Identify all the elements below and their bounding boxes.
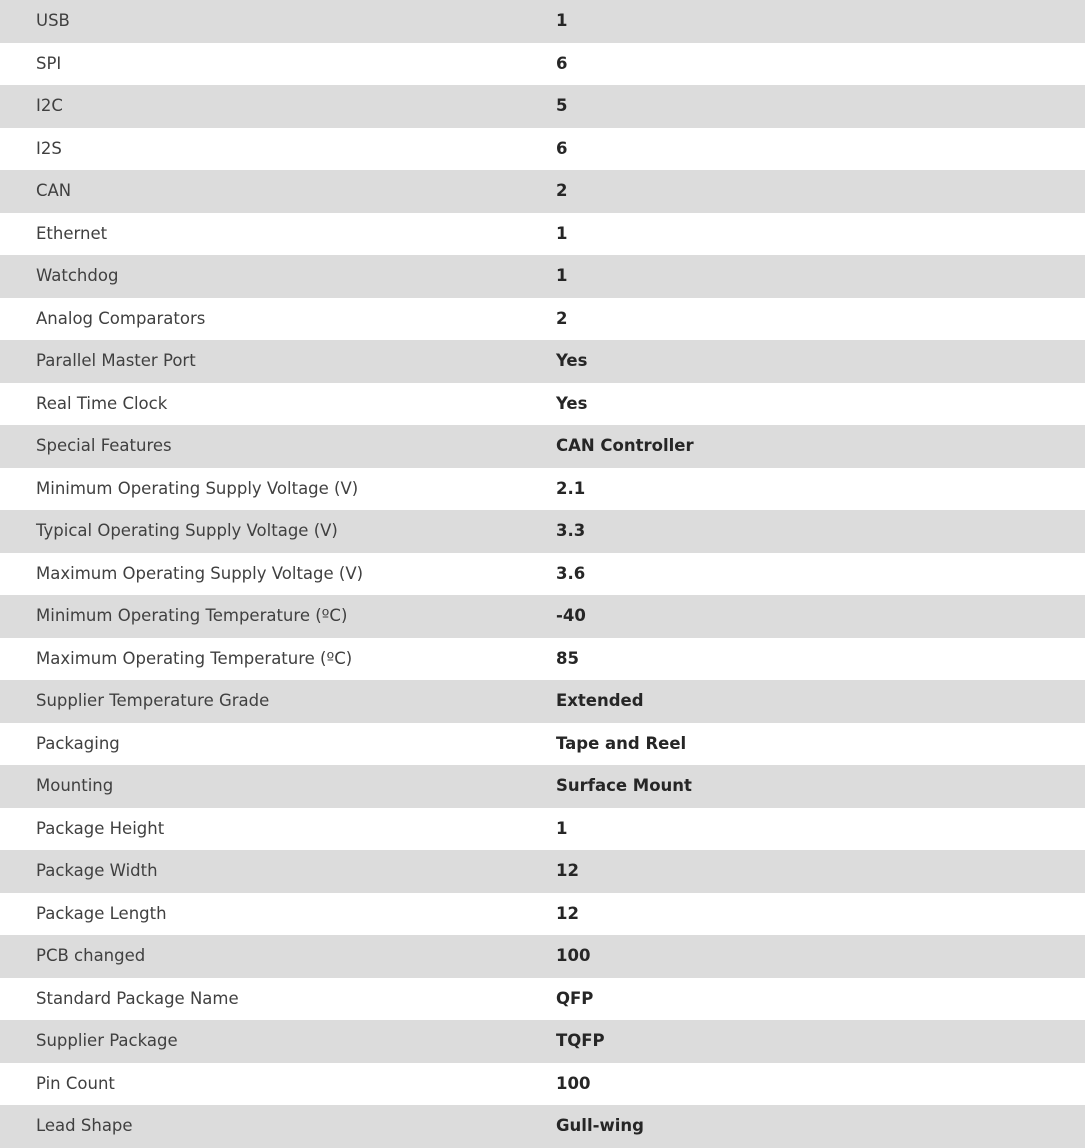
table-row xyxy=(0,510,1085,553)
table-cell-label: Packaging xyxy=(36,733,120,753)
table-cell-value: Gull-wing xyxy=(556,1116,644,1136)
table-cell-label: Watchdog xyxy=(36,266,119,286)
table-row xyxy=(0,850,1085,893)
table-cell-value: Extended xyxy=(556,691,644,711)
table-cell-value: Surface Mount xyxy=(556,776,692,796)
table-cell-value: 2 xyxy=(556,308,568,328)
table-cell-label: Maximum Operating Temperature (ºC) xyxy=(36,648,353,668)
table-cell-value: Yes xyxy=(556,393,588,413)
table-cell-label: Parallel Master Port xyxy=(36,351,196,371)
table-cell-label: Standard Package Name xyxy=(36,988,239,1008)
table-row xyxy=(0,893,1085,936)
table-cell-label: I2S xyxy=(36,138,62,158)
table-cell-label: Supplier Package xyxy=(36,1031,178,1051)
table-cell-label: Real Time Clock xyxy=(36,393,168,413)
table-cell-value: -40 xyxy=(556,606,586,626)
table-cell-label: Maximum Operating Supply Voltage (V) xyxy=(36,563,364,583)
table-cell-value: 5 xyxy=(556,96,568,116)
table-cell-label: Supplier Temperature Grade xyxy=(36,691,270,711)
table-row xyxy=(0,383,1085,426)
table-cell-value: 1 xyxy=(556,11,568,31)
table-cell-label: Typical Operating Supply Voltage (V) xyxy=(36,521,338,541)
table-row xyxy=(0,298,1085,341)
table-row xyxy=(0,1063,1085,1106)
table-cell-value: 1 xyxy=(556,266,568,286)
table-cell-label: CAN xyxy=(36,181,72,201)
table-cell-label: Special Features xyxy=(36,436,172,456)
table-row xyxy=(0,0,1085,43)
table-cell-value: 12 xyxy=(556,903,579,923)
table-row xyxy=(0,595,1085,638)
table-cell-label: Package Width xyxy=(36,861,158,881)
table-cell-value: TQFP xyxy=(556,1031,605,1051)
table-row xyxy=(0,43,1085,86)
table-row xyxy=(0,85,1085,128)
table-cell-label: Analog Comparators xyxy=(36,308,206,328)
table-cell-value: 2.1 xyxy=(556,478,586,498)
table-row xyxy=(0,765,1085,808)
table-row xyxy=(0,1105,1085,1148)
table-row xyxy=(0,935,1085,978)
table-row xyxy=(0,638,1085,681)
table-cell-value: 6 xyxy=(556,53,568,73)
table-cell-value: 6 xyxy=(556,138,568,158)
table-row xyxy=(0,213,1085,256)
table-cell-value: 100 xyxy=(556,946,591,966)
table-row xyxy=(0,723,1085,766)
table-row xyxy=(0,680,1085,723)
table-cell-label: Mounting xyxy=(36,776,114,796)
table-cell-value: 3.6 xyxy=(556,563,586,583)
table-row xyxy=(0,1020,1085,1063)
table-cell-label: SPI xyxy=(36,53,62,73)
table-cell-value: CAN Controller xyxy=(556,436,694,456)
table-cell-value: 1 xyxy=(556,223,568,243)
table-cell-label: Ethernet xyxy=(36,223,108,243)
table-cell-label: Minimum Operating Supply Voltage (V) xyxy=(36,478,359,498)
table-cell-value: QFP xyxy=(556,988,594,1008)
table-row xyxy=(0,468,1085,511)
table-cell-label: Minimum Operating Temperature (ºC) xyxy=(36,606,348,626)
table-cell-label: USB xyxy=(36,11,70,31)
table-cell-value: Yes xyxy=(556,351,588,371)
table-cell-label: Lead Shape xyxy=(36,1116,133,1136)
table-cell-label: Pin Count xyxy=(36,1073,115,1093)
table-cell-value: 3.3 xyxy=(556,521,586,541)
table-cell-label: I2C xyxy=(36,96,63,116)
table-row xyxy=(0,978,1085,1021)
table-cell-value: 100 xyxy=(556,1073,591,1093)
table-cell-value: 1 xyxy=(556,818,568,838)
table-row xyxy=(0,170,1085,213)
table-row xyxy=(0,255,1085,298)
table-cell-label: Package Length xyxy=(36,903,167,923)
table-row xyxy=(0,128,1085,171)
table-cell-value: 2 xyxy=(556,181,568,201)
table-cell-label: PCB changed xyxy=(36,946,146,966)
table-cell-label: Package Height xyxy=(36,818,165,838)
table-row xyxy=(0,808,1085,851)
table-row xyxy=(0,553,1085,596)
table-row xyxy=(0,425,1085,468)
table-row xyxy=(0,340,1085,383)
table-cell-value: 85 xyxy=(556,648,579,668)
table-cell-value: Tape and Reel xyxy=(556,733,687,753)
table-cell-value: 12 xyxy=(556,861,579,881)
